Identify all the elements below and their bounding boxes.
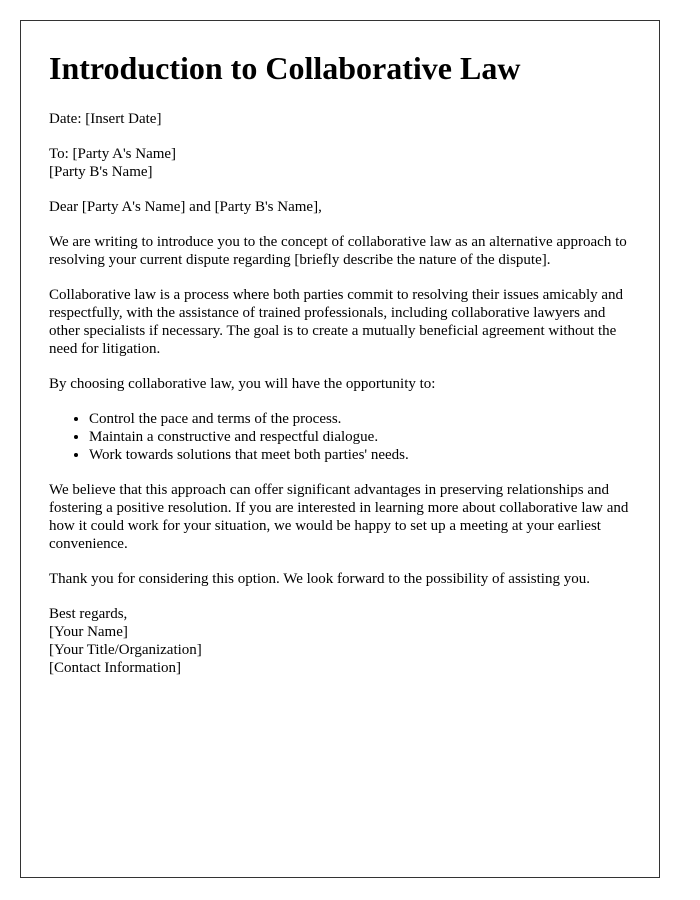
benefits-list <box>49 410 631 464</box>
signature-contact: [Contact Information] <box>49 660 182 676</box>
definition-paragraph: Collaborative law is a process where both parties commit to resolving their issues amicably and respectfully, with the assistance of trained professionals, including collaborative lawyers and other specialists if necessary. The goal is to create a mutually beneficial agreement without the need for litigation. <box>49 287 624 357</box>
list-item: • Work towards solutions that meet both parties' needs. <box>89 446 631 464</box>
recipient-block <box>49 145 631 181</box>
salutation: Dear [Party A's Name] and [Party B's Name], <box>49 199 322 215</box>
letter-title: Introduction to Collaborative Law <box>49 50 521 86</box>
signature-title: [Your Title/Organization] <box>49 642 202 658</box>
letter-page <box>20 20 660 878</box>
date-line: Date: [Insert Date] <box>49 111 162 127</box>
closing: Best regards, <box>49 606 128 622</box>
list-item: • Maintain a constructive and respectful dialogue. <box>89 428 631 446</box>
opportunity-paragraph: By choosing collaborative law, you will have the opportunity to: <box>49 376 436 392</box>
advantages-paragraph: We believe that this approach can offer significant advantages in preserving relationships and fostering a positive resolution. If you are interested in learning more about collaborative law and how it could work for your situation, we would be happy to set up a meeting at your earliest convenience. <box>49 482 629 552</box>
signature-name: [Your Name] <box>49 624 128 640</box>
recipient-line-1: To: [Party A's Name] <box>49 146 177 162</box>
list-item: • Control the pace and terms of the process. <box>89 410 631 428</box>
signature-block <box>49 605 631 677</box>
recipient-line-2: [Party B's Name] <box>49 164 153 180</box>
thanks-paragraph: Thank you for considering this option. We look forward to the possibility of assisting you. <box>49 571 590 587</box>
intro-paragraph: We are writing to introduce you to the concept of collaborative law as an alternative approach to resolving your current dispute regarding [briefly describe the nature of the dispute]. <box>49 234 627 268</box>
